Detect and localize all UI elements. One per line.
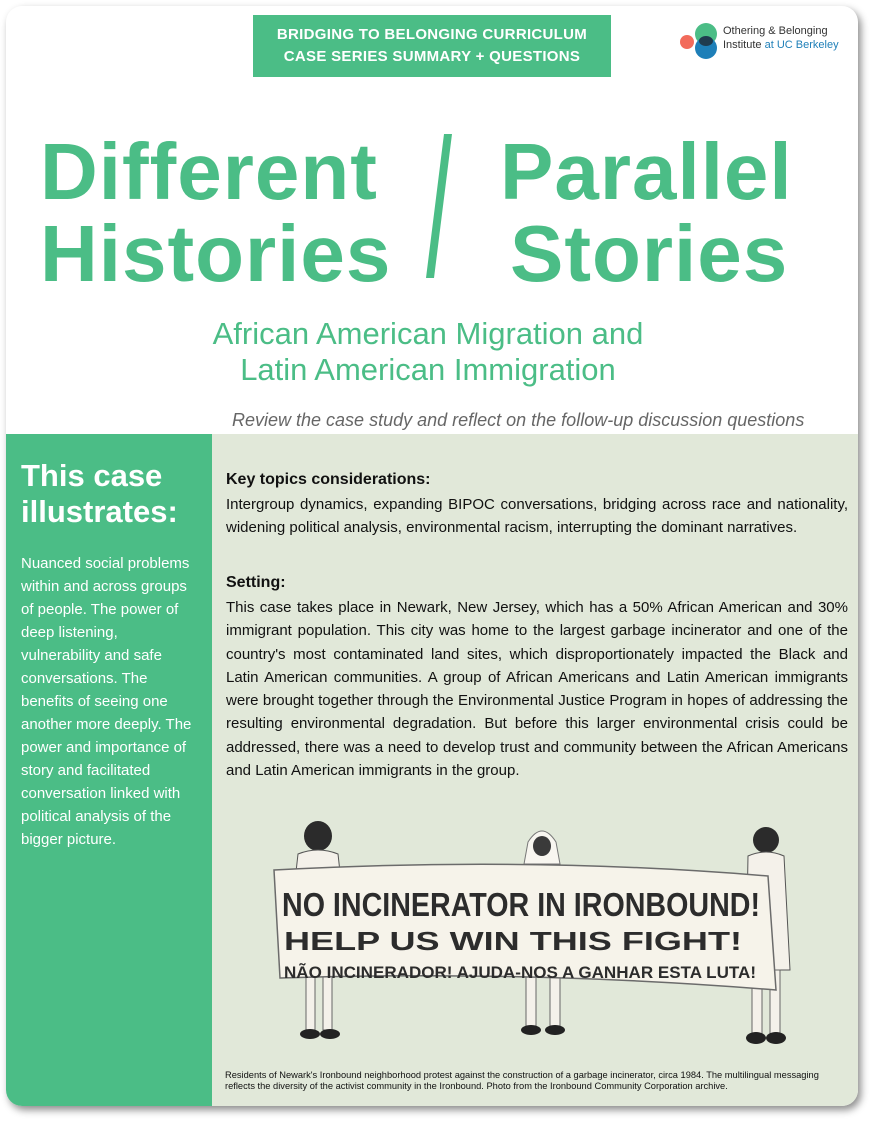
sidebar-heading: [21, 458, 178, 530]
protest-photo: [270, 820, 816, 1050]
banner-line-2: CASE SERIES SUMMARY + QUESTIONS: [283, 48, 581, 65]
logo-text-line-2: [723, 39, 839, 51]
subtitle-line-2: Latin American Immigration: [240, 352, 616, 387]
page: [6, 6, 858, 1106]
main-panel: [212, 434, 858, 1106]
review-instruction: Review the case study and reflect on the follow-up discussion questions: [232, 410, 805, 430]
sidebar-heading-line-2: illustrates:: [21, 494, 178, 529]
banner-text-line-3: NÃO INCINERADOR! AJUDA-NOS A GANHAR ESTA LUTA!: [284, 963, 755, 982]
key-topics-body: Intergroup dynamics, expanding BIPOC conversations, bridging across race and nationality, widening political analysis, environmental racism, interrupting the dominant narratives.: [226, 496, 848, 537]
series-banner: [253, 15, 611, 77]
institute-logo: [680, 19, 855, 59]
title-parallel: Parallel: [500, 127, 793, 216]
title-slash: [426, 134, 452, 278]
sidebar-heading-line-1: This case: [21, 458, 163, 493]
banner-text-line-2: HELP US WIN THIS FIGHT!: [284, 926, 742, 956]
title-stories: Stories: [510, 209, 789, 298]
logo-institute-word: Institute: [723, 39, 762, 51]
setting-body: This case takes place in Newark, New Jersey, which has a 50% African American and 30% immigrant population. This city was home to the largest garbage incinerator and one of the country's most contaminated land sites, which disproportionately impacted the Black and Latin American communities. A group of African Americans and Latin American immigrants were brought together through the Environmental Justice Program in hopes of addressing the resulting environmental degradation. But before this larger environmental crisis could be addressed, there was a need to develop trust and community between the African Americans and Latin American immigrants in the group.: [226, 599, 848, 780]
banner-text-line-1: NO INCINERATOR IN IRONBOUND!: [282, 886, 760, 923]
photo-caption: Residents of Newark's Ironbound neighborhood protest against the construction of a garbage incinerator, circa 1984. The multilingual messaging reflects the diversity of the activist community in the Ironbound. Photo from the Ironbound Community Corporation archive.: [225, 1070, 819, 1091]
logo-red-circle: [680, 35, 694, 49]
subtitle: [176, 316, 680, 388]
sidebar-body: Nuanced social problems within and across groups of people. The power of deep listening, vulnerability and safe conversations. The benefits of seeing one another more deeply. The power and importance of story and facilitated conversation linked with political analysis of the bigger picture.: [21, 555, 192, 848]
banner-line-1: BRIDGING TO BELONGING CURRICULUM: [276, 26, 588, 43]
setting-heading: Setting:: [226, 574, 286, 591]
subtitle-line-1: African American Migration and: [212, 316, 644, 351]
logo-berkeley-words: at UC Berkeley: [764, 39, 839, 51]
logo-overlap-shape: [699, 36, 713, 46]
logo-text-line-1: Othering & Belonging: [723, 25, 828, 37]
sidebar: [6, 434, 212, 1106]
title-different: Different: [40, 127, 378, 216]
key-topics-heading: Key topics considerations:: [226, 471, 431, 488]
title-histories: Histories: [40, 209, 392, 298]
